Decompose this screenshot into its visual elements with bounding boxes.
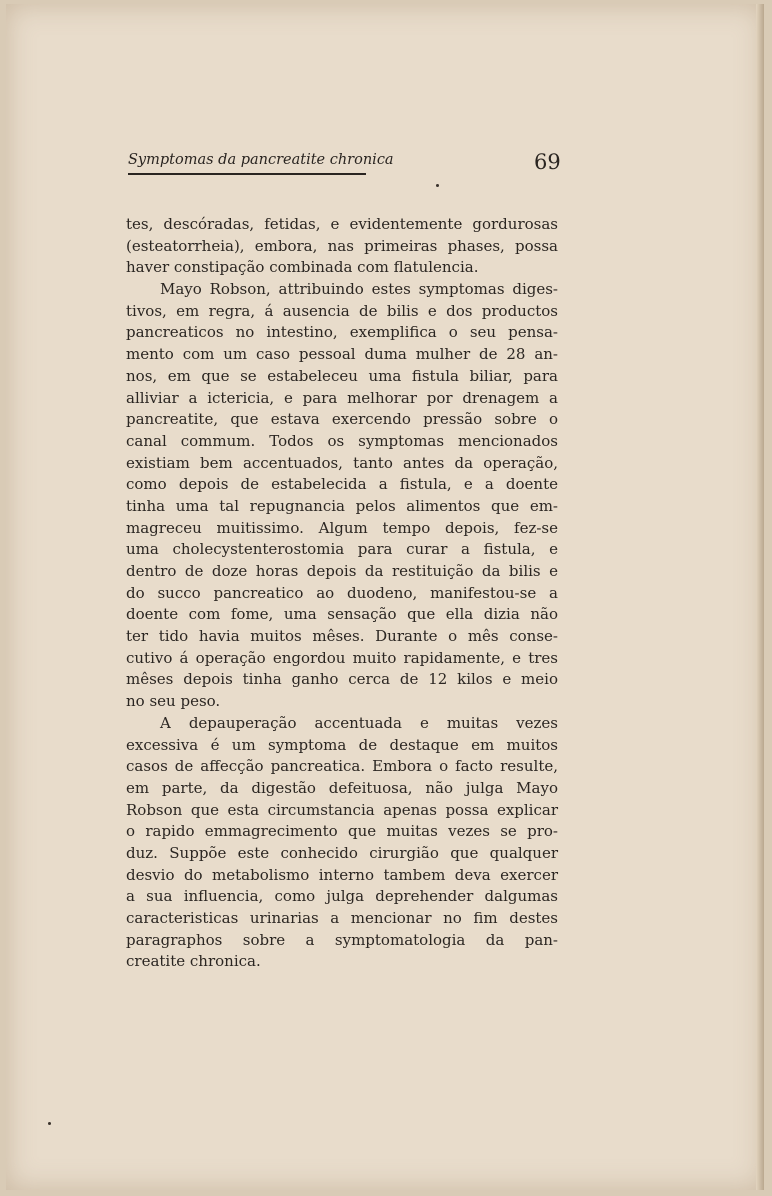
page-number: 69: [534, 150, 561, 174]
text-line: em parte, da digestão defeituosa, não julga Mayo: [126, 778, 558, 797]
paragraph: [126, 713, 558, 973]
print-speck: [436, 184, 439, 187]
text-line: cutivo á operação engordou muito rapidamente, e tres: [126, 648, 558, 667]
text-line: haver constipação combinada com flatulencia.: [126, 258, 479, 277]
body-text: [126, 214, 558, 973]
text-line: pancreatite, que estava exercendo pressão sobre o: [126, 410, 558, 429]
text-line: (esteatorrheia), embora, nas primeiras phases, possa: [126, 236, 558, 255]
text-line: caracteristicas urinarias a mencionar no fim destes: [126, 909, 558, 927]
text-line: ter tido havia muitos mêses. Durante o mês conse-: [126, 627, 558, 646]
text-line: no seu peso.: [126, 692, 221, 711]
text-line: tes, descóradas, fetidas, e evidentemente gordurosas: [126, 215, 558, 233]
text-line: A depauperação accentuada e muitas vezes: [160, 713, 558, 732]
paragraph: [126, 279, 558, 713]
paragraph: [126, 214, 558, 279]
header-rule: [128, 173, 366, 175]
text-line: nos, em que se estabeleceu uma fistula biliar, para: [126, 366, 558, 385]
text-line: alliviar a ictericia, e para melhorar por drenagem a: [126, 388, 558, 407]
print-speck: [48, 1122, 51, 1125]
text-line: existiam bem accentuados, tanto antes da operação,: [126, 453, 558, 472]
text-line: uma cholecystenterostomia para curar a fistula, e: [126, 540, 558, 559]
text-line: desvio do metabolismo interno tambem deva exercer: [126, 865, 558, 884]
text-line: Robson que esta circumstancia apenas possa explicar: [126, 800, 558, 819]
text-line: o rapido emmagrecimento que muitas vezes se pro-: [126, 822, 558, 841]
text-line: creatite chronica.: [126, 952, 261, 971]
text-line: dentro de doze horas depois da restituição da bilis e: [126, 562, 558, 580]
text-line: excessiva é um symptoma de destaque em muitos: [126, 735, 558, 754]
text-line: Mayo Robson, attribuindo estes symptomas diges-: [160, 280, 558, 299]
text-line: canal commum. Todos os symptomas mencionados: [126, 431, 558, 450]
text-line: mêses depois tinha ganho cerca de 12 kilos e meio: [126, 670, 558, 689]
text-line: magreceu muitissimo. Algum tempo depois, fez-se: [126, 518, 558, 537]
text-line: do succo pancreatico ao duodeno, manifestou-se a: [126, 583, 558, 602]
text-line: tinha uma tal repugnancia pelos alimentos que em-: [126, 496, 558, 515]
text-line: tivos, em regra, á ausencia de bilis e dos productos: [126, 301, 558, 320]
text-line: paragraphos sobre a symptomatologia da pan-: [126, 930, 558, 949]
text-line: a sua influencia, como julga deprehender dalgumas: [126, 887, 558, 906]
text-line: mento com um caso pessoal duma mulher de 28 an-: [126, 345, 558, 364]
running-title: Symptomas da pancreatite chronica: [128, 152, 394, 168]
text-line: pancreaticos no intestino, exemplifica o seu pensa-: [126, 323, 558, 342]
text-line: casos de affecção pancreatica. Embora o facto resulte,: [126, 757, 558, 776]
text-line: como depois de estabelecida a fistula, e a doente: [126, 475, 558, 494]
text-line: duz. Suppõe este conhecido cirurgião que qualquer: [126, 843, 558, 862]
book-page: [6, 4, 764, 1190]
text-line: doente com fome, uma sensação que ella dizia não: [126, 605, 558, 624]
